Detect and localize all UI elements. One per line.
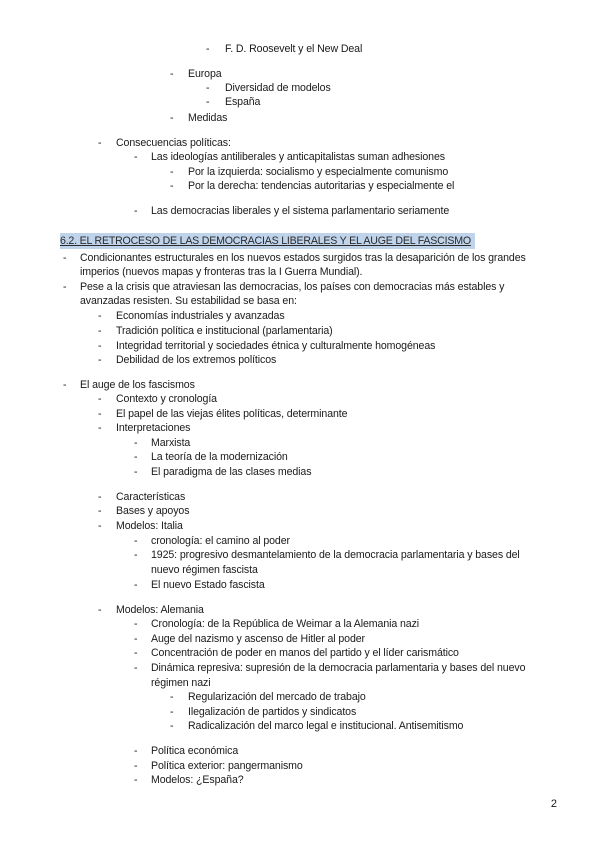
bullet-dash: -: [134, 745, 138, 757]
bullet-dash: -: [98, 340, 102, 352]
bullet-dash: -: [170, 112, 174, 124]
list-item: Economías industriales y avanzadas: [116, 310, 285, 322]
list-item: España: [225, 96, 261, 108]
list-item: Modelos: Italia: [116, 520, 183, 532]
bullet-dash: -: [170, 691, 174, 703]
bullet-dash: -: [63, 252, 67, 264]
list-item: Interpretaciones: [116, 422, 191, 434]
bullet-dash: -: [98, 505, 102, 517]
list-item: Integridad territorial y sociedades étnica y culturalmente homogéneas: [116, 340, 436, 352]
bullet-dash: -: [170, 706, 174, 718]
list-item: Modelos: Alemania: [116, 604, 204, 616]
list-item: F. D. Roosevelt y el New Deal: [225, 43, 363, 55]
bullet-dash: -: [206, 82, 210, 94]
list-item: Las democracias liberales y el sistema parlamentario seriamente: [151, 205, 450, 217]
bullet-dash: -: [98, 310, 102, 322]
list-item: Modelos: ¿España?: [151, 774, 244, 786]
list-item: Pese a la crisis que atraviesan las democracias, los países con democracias más estables y: [80, 281, 505, 293]
bullet-dash: -: [170, 68, 174, 80]
list-item: Diversidad de modelos: [225, 82, 331, 94]
list-item: Características: [116, 491, 186, 503]
list-item: cronología: el camino al poder: [151, 535, 290, 547]
section-heading: 6.2. EL RETROCESO DE LAS DEMOCRACIAS LIBERALES Y EL AUGE DEL FASCISMO: [60, 233, 475, 249]
bullet-dash: -: [134, 535, 138, 547]
list-item: El nuevo Estado fascista: [151, 579, 265, 591]
bullet-dash: -: [134, 618, 138, 630]
bullet-dash: -: [63, 281, 67, 293]
bullet-dash: -: [206, 43, 210, 55]
bullet-dash: -: [170, 180, 174, 192]
list-item: Cronología: de la República de Weimar a la Alemania nazi: [151, 618, 420, 630]
bullet-dash: -: [98, 137, 102, 149]
bullet-dash: -: [134, 151, 138, 163]
bullet-dash: -: [134, 451, 138, 463]
bullet-dash: -: [63, 379, 67, 391]
list-item: Marxista: [151, 437, 191, 449]
list-item: Política económica: [151, 745, 239, 757]
bullet-dash: -: [98, 408, 102, 420]
list-item-continuation: avanzadas resisten. Su estabilidad se basa en:: [80, 295, 297, 307]
list-item: Ilegalización de partidos y sindicatos: [188, 706, 357, 718]
list-item: Medidas: [188, 112, 228, 124]
list-item: Las ideologías antiliberales y anticapitalistas suman adhesiones: [151, 151, 445, 163]
bullet-dash: -: [98, 422, 102, 434]
list-item: Dinámica represiva: supresión de la democracia parlamentaria y bases del nuevo: [151, 662, 526, 674]
list-item: La teoría de la modernización: [151, 451, 288, 463]
bullet-dash: -: [98, 354, 102, 366]
bullet-dash: -: [134, 549, 138, 561]
list-item: Política exterior: pangermanismo: [151, 760, 303, 772]
list-item: Regularización del mercado de trabajo: [188, 691, 366, 703]
list-item-continuation: régimen nazi: [151, 677, 211, 689]
bullet-dash: -: [98, 520, 102, 532]
list-item: Consecuencias políticas:: [116, 137, 231, 149]
bullet-dash: -: [134, 647, 138, 659]
bullet-dash: -: [170, 166, 174, 178]
bullet-dash: -: [134, 662, 138, 674]
bullet-dash: -: [134, 437, 138, 449]
list-item: Contexto y cronología: [116, 393, 217, 405]
list-item: El papel de las viejas élites políticas, determinante: [116, 408, 348, 420]
list-item: Debilidad de los extremos políticos: [116, 354, 277, 366]
bullet-dash: -: [134, 760, 138, 772]
bullet-dash: -: [98, 491, 102, 503]
bullet-dash: -: [98, 393, 102, 405]
bullet-dash: -: [170, 720, 174, 732]
list-item: Bases y apoyos: [116, 505, 190, 517]
bullet-dash: -: [98, 604, 102, 616]
list-item-continuation: nuevo régimen fascista: [151, 564, 258, 576]
list-item: 1925: progresivo desmantelamiento de la democracia parlamentaria y bases del: [151, 549, 520, 561]
list-item: El paradigma de las clases medias: [151, 466, 312, 478]
list-item: Radicalización del marco legal e institucional. Antisemitismo: [188, 720, 464, 732]
list-item: Tradición política e institucional (parlamentaria): [116, 325, 333, 337]
list-item: Por la derecha: tendencias autoritarias y especialmente el: [188, 180, 455, 192]
bullet-dash: -: [134, 579, 138, 591]
bullet-dash: -: [206, 96, 210, 108]
page-number: 2: [550, 798, 557, 810]
list-item: Auge del nazismo y ascenso de Hitler al poder: [151, 633, 365, 645]
bullet-dash: -: [134, 633, 138, 645]
list-item: El auge de los fascismos: [80, 379, 195, 391]
list-item: Condicionantes estructurales en los nuevos estados surgidos tras la desaparición de los grandes: [80, 252, 526, 264]
list-item-continuation: imperios (nuevos mapas y fronteras tras la I Guerra Mundial).: [80, 266, 363, 278]
bullet-dash: -: [134, 774, 138, 786]
bullet-dash: -: [134, 205, 138, 217]
bullet-dash: -: [134, 466, 138, 478]
list-item: Europa: [188, 68, 222, 80]
list-item: Concentración de poder en manos del partido y el líder carismático: [151, 647, 459, 659]
bullet-dash: -: [98, 325, 102, 337]
list-item: Por la izquierda: socialismo y especialmente comunismo: [188, 166, 449, 178]
